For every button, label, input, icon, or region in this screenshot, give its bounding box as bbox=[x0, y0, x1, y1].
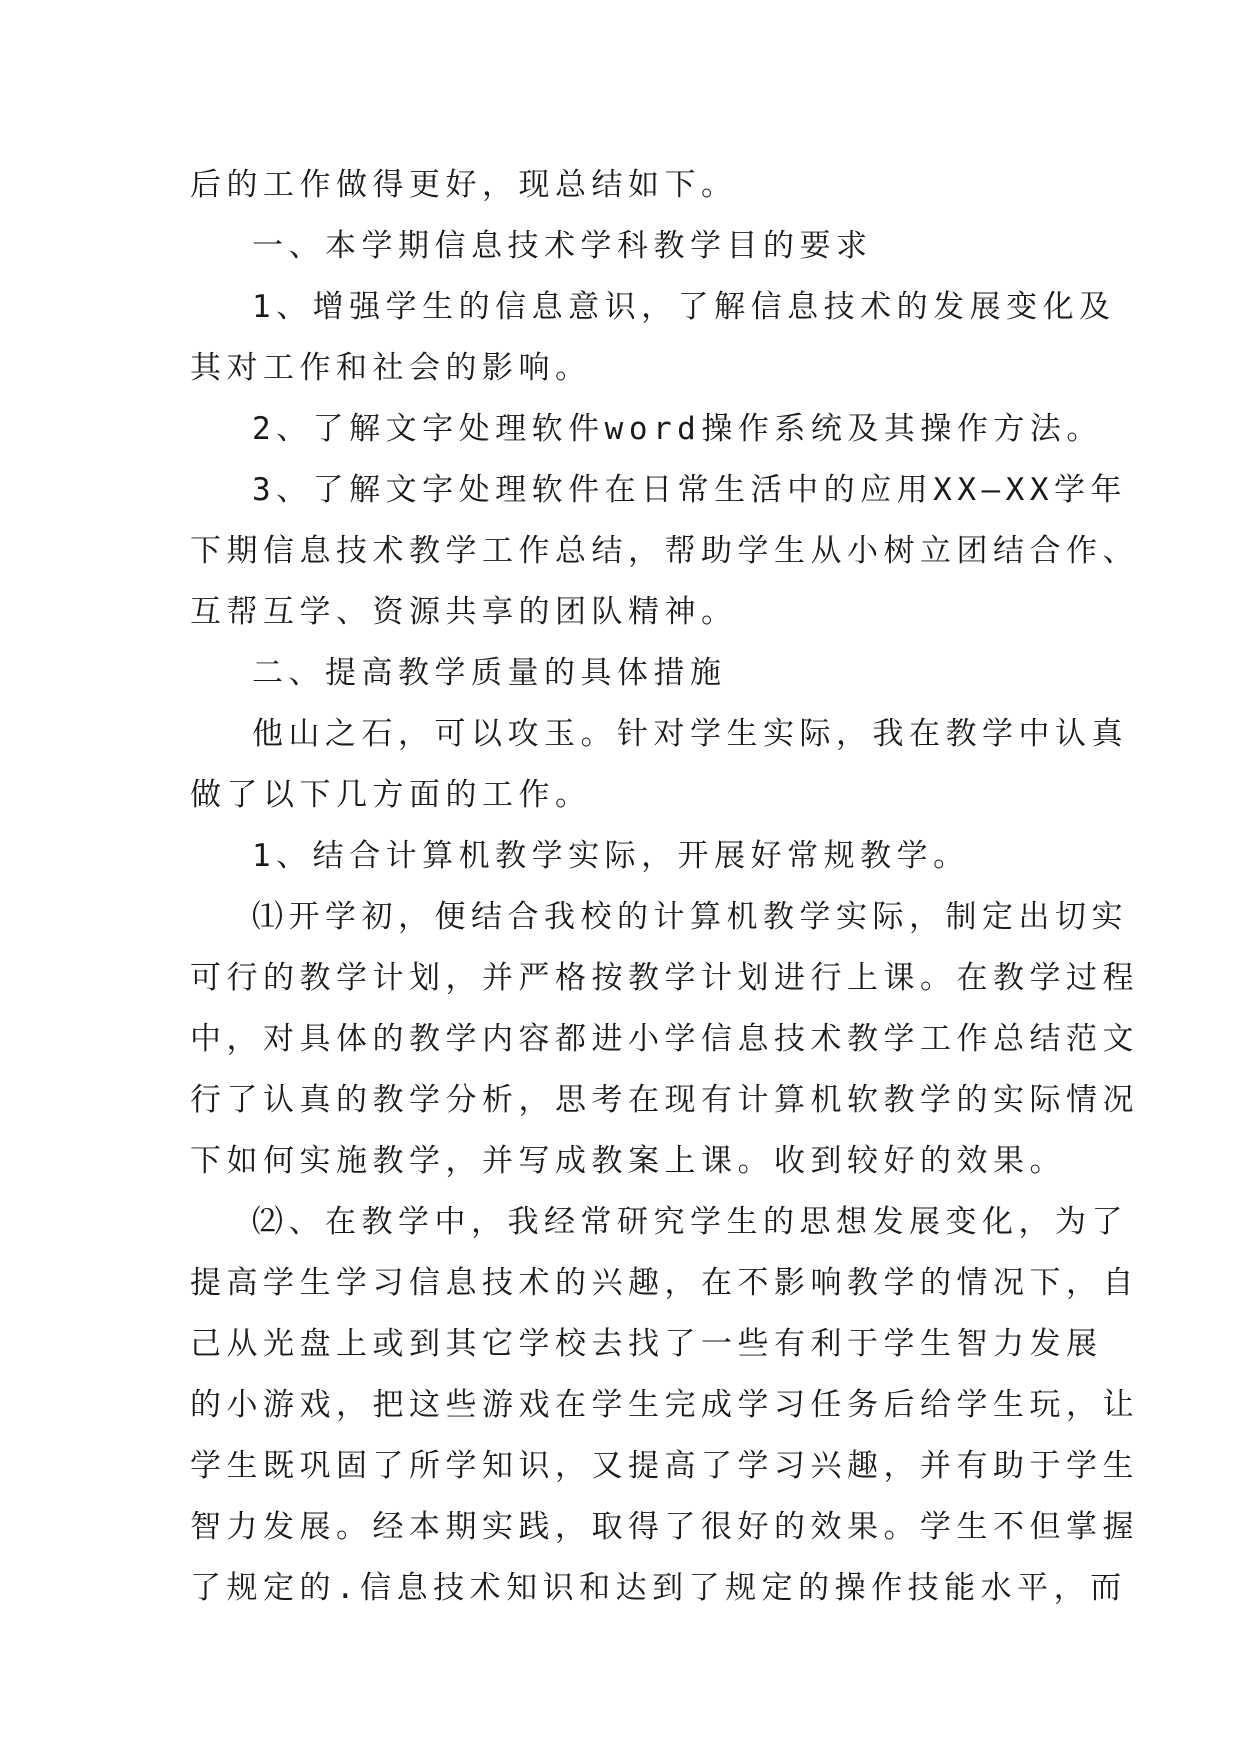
text-line: 了规定的.信息技术知识和达到了规定的操作技能水平，而 bbox=[190, 1570, 1127, 1606]
text-line: 可行的教学计划，并严格按教学计划进行上课。在教学过程 bbox=[190, 960, 1139, 996]
section-heading: 二、提高教学质量的具体措施 bbox=[252, 655, 727, 691]
text-line: 其对工作和社会的影响。 bbox=[190, 350, 592, 386]
text-line: 1、结合计算机教学实际，开展好常规教学。 bbox=[252, 838, 970, 874]
text-line: 后的工作做得更好，现总结如下。 bbox=[190, 167, 738, 203]
section-heading: 一、本学期信息技术学科教学目的要求 bbox=[252, 228, 873, 264]
text-line: 提高学生学习信息技术的兴趣，在不影响教学的情况下，自 bbox=[190, 1265, 1139, 1301]
text-line: 1、增强学生的信息意识，了解信息技术的发展变化及 bbox=[252, 289, 1116, 325]
text-line: ⑴开学初，便结合我校的计算机教学实际，制定出切实 bbox=[252, 899, 1128, 935]
text-line: 下如何实施教学，并写成教案上课。收到较好的效果。 bbox=[190, 1143, 1066, 1179]
text-line: 3、了解文字处理软件在日常生活中的应用XX—XX学年 bbox=[252, 472, 1127, 508]
text-line: ⑵、在教学中，我经常研究学生的思想发展变化，为了 bbox=[252, 1204, 1128, 1240]
text-line: 中，对具体的教学内容都进小学信息技术教学工作总结范文 bbox=[190, 1021, 1139, 1057]
text-line: 做了以下几方面的工作。 bbox=[190, 777, 592, 813]
text-line: 下期信息技术教学工作总结，帮助学生从小树立团结合作、 bbox=[190, 533, 1139, 569]
text-line: 行了认真的教学分析，思考在现有计算机软教学的实际情况 bbox=[190, 1082, 1139, 1118]
text-line: 互帮互学、资源共享的团队精神。 bbox=[190, 594, 738, 630]
text-line: 智力发展。经本期实践，取得了很好的效果。学生不但掌握 bbox=[190, 1509, 1139, 1545]
text-line: 他山之石，可以攻玉。针对学生实际，我在教学中认真 bbox=[252, 716, 1128, 752]
text-line: 2、了解文字处理软件word操作系统及其操作方法。 bbox=[252, 411, 1103, 447]
text-line: 学生既巩固了所学知识，又提高了学习兴趣，并有助于学生 bbox=[190, 1448, 1139, 1484]
text-line: 己从光盘上或到其它学校去找了一些有利于学生智力发展 bbox=[190, 1326, 1103, 1362]
text-line: 的小游戏，把这些游戏在学生完成学习任务后给学生玩，让 bbox=[190, 1387, 1139, 1423]
